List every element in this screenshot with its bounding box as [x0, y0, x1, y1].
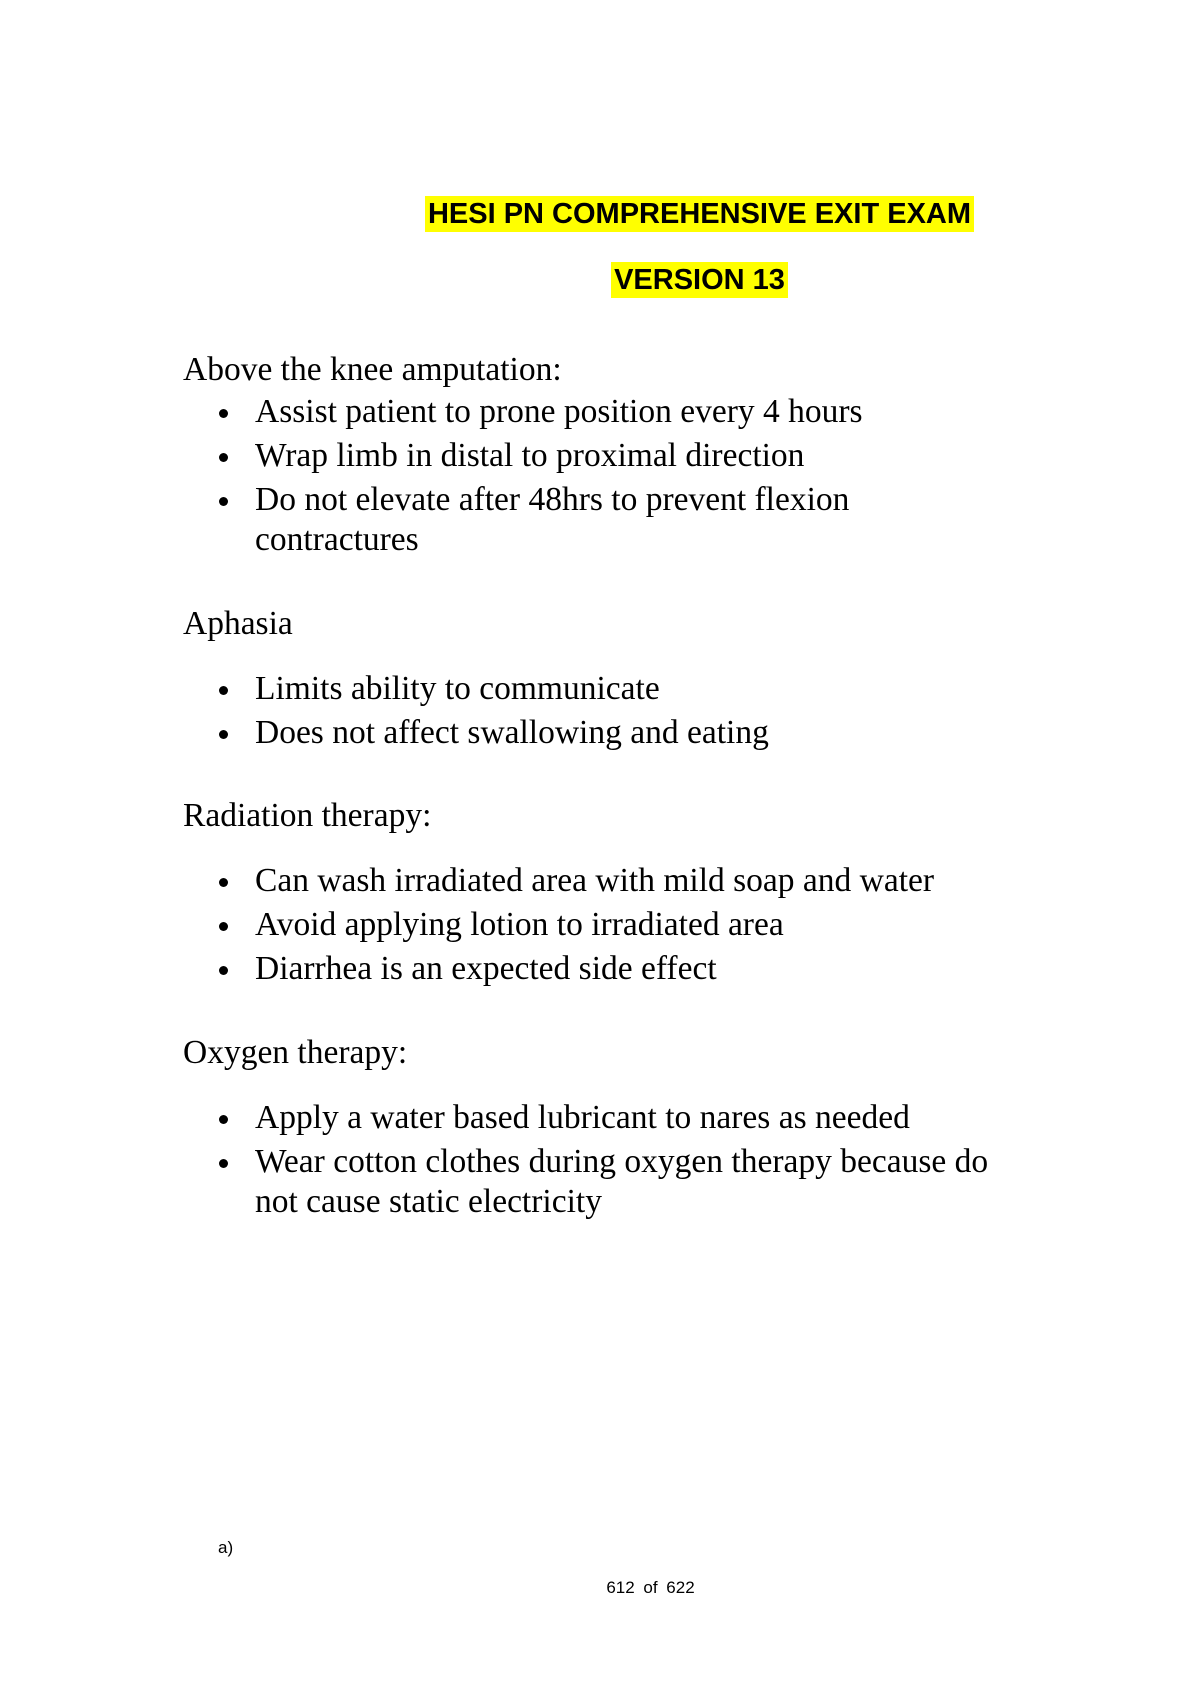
- bullet-icon: [219, 686, 228, 695]
- document-title: [0, 194, 1191, 234]
- bullet-icon: [219, 922, 228, 931]
- list-item: [0, 392, 1191, 432]
- list-item: [0, 480, 1191, 560]
- list-item-text: Diarrhea is an expected side effect: [255, 950, 717, 987]
- footnote-marker: a): [218, 1538, 234, 1557]
- section-title-aphasia: Aphasia: [183, 605, 293, 642]
- bullet-icon: [219, 730, 228, 739]
- document-version: [0, 260, 1191, 300]
- list-item: [0, 713, 1191, 753]
- list-item: [0, 905, 1191, 945]
- list-item: [0, 436, 1191, 476]
- section-list-aphasia: [0, 669, 1191, 757]
- bullet-icon: [219, 878, 228, 887]
- bullet-icon: [219, 1115, 228, 1124]
- list-item: [0, 1142, 1191, 1222]
- list-item-text: Assist patient to prone position every 4 hours: [255, 393, 863, 430]
- list-item-text: Wrap limb in distal to proximal direction: [255, 437, 805, 474]
- list-item-text: Wear cotton clothes during oxygen therapy because do not cause static electricity: [255, 1143, 989, 1220]
- section-title-oxygen: Oxygen therapy:: [183, 1034, 408, 1071]
- section-list-amputation: [0, 392, 1191, 564]
- section-list-radiation: [0, 861, 1191, 993]
- bullet-icon: [219, 497, 228, 506]
- section-list-oxygen: [0, 1098, 1191, 1226]
- page-number: 612 of 622: [606, 1578, 695, 1597]
- list-item-text: Does not affect swallowing and eating: [255, 714, 769, 751]
- bullet-icon: [219, 966, 228, 975]
- list-item: [0, 669, 1191, 709]
- list-item-text: Apply a water based lubricant to nares as needed: [255, 1099, 910, 1136]
- list-item-text: Limits ability to communicate: [255, 670, 660, 707]
- list-item: [0, 861, 1191, 901]
- section-title-amputation: Above the knee amputation:: [183, 351, 562, 388]
- bullet-icon: [219, 453, 228, 462]
- list-item-text: Avoid applying lotion to irradiated area: [255, 906, 784, 943]
- list-item: [0, 1098, 1191, 1138]
- list-item: [0, 949, 1191, 989]
- list-item-text: Do not elevate after 48hrs to prevent flexion contractures: [255, 481, 850, 558]
- list-item-text: Can wash irradiated area with mild soap and water: [255, 862, 935, 899]
- section-title-radiation: Radiation therapy:: [183, 797, 432, 834]
- bullet-icon: [219, 409, 228, 418]
- document-version-text: VERSION 13: [611, 262, 788, 298]
- bullet-icon: [219, 1159, 228, 1168]
- document-title-text: HESI PN COMPREHENSIVE EXIT EXAM: [425, 196, 974, 232]
